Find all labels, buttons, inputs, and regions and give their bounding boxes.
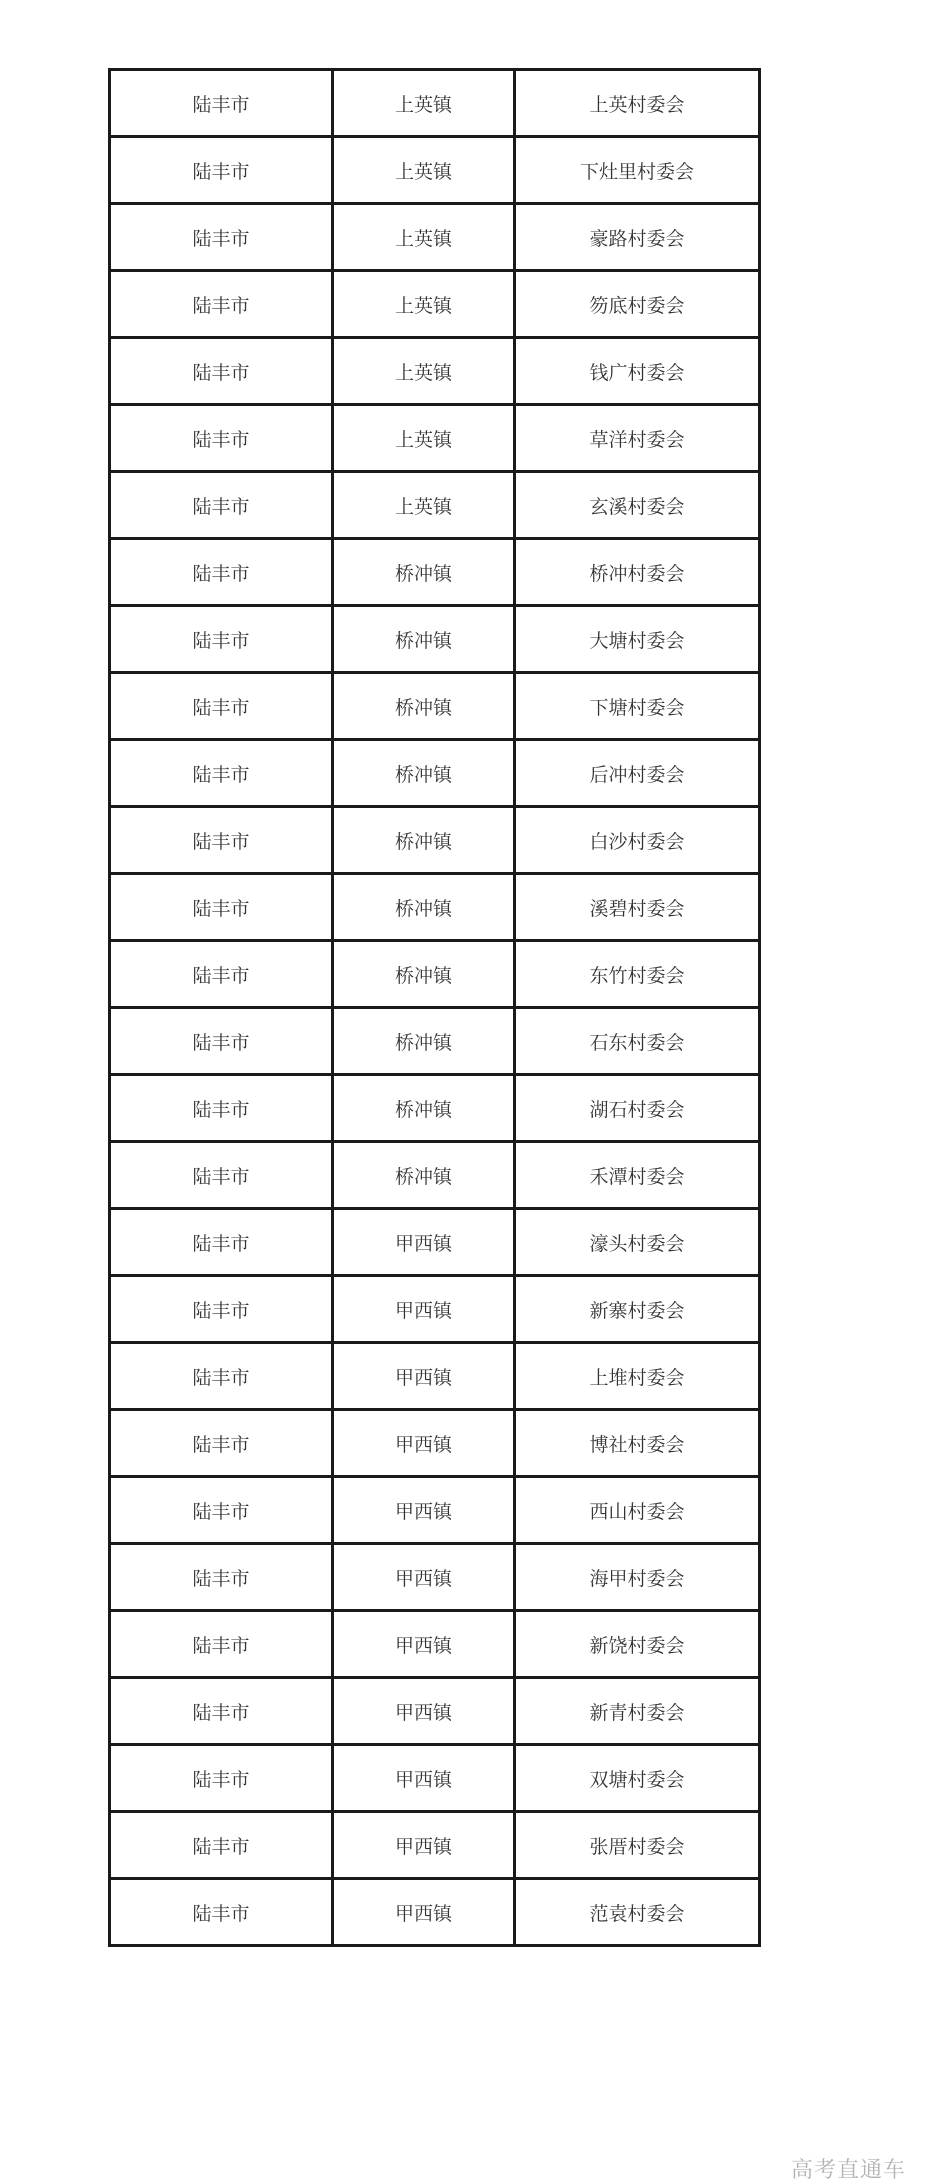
village-cell: 下灶里村委会: [515, 137, 760, 204]
city-cell: 陆丰市: [110, 70, 333, 137]
town-cell: 上英镇: [333, 137, 515, 204]
town-cell: 甲西镇: [333, 1343, 515, 1410]
table-row: [110, 1812, 760, 1879]
city-cell: 陆丰市: [110, 874, 333, 941]
village-cell: 上英村委会: [515, 70, 760, 137]
city-cell: 陆丰市: [110, 1678, 333, 1745]
city-cell: 陆丰市: [110, 1075, 333, 1142]
city-cell: 陆丰市: [110, 204, 333, 271]
village-cell: 白沙村委会: [515, 807, 760, 874]
town-cell: 桥冲镇: [333, 807, 515, 874]
town-cell: 桥冲镇: [333, 740, 515, 807]
town-cell: 桥冲镇: [333, 1008, 515, 1075]
village-table: [108, 68, 761, 1947]
village-cell: 湖石村委会: [515, 1075, 760, 1142]
town-cell: 甲西镇: [333, 1410, 515, 1477]
table-row: [110, 807, 760, 874]
village-cell: 石东村委会: [515, 1008, 760, 1075]
town-cell: 上英镇: [333, 405, 515, 472]
town-cell: 桥冲镇: [333, 1075, 515, 1142]
village-cell: 新寨村委会: [515, 1276, 760, 1343]
table-row: [110, 874, 760, 941]
table-row: [110, 204, 760, 271]
table-row: [110, 1276, 760, 1343]
table-row: [110, 137, 760, 204]
town-cell: 上英镇: [333, 204, 515, 271]
table-row: [110, 606, 760, 673]
city-cell: 陆丰市: [110, 1008, 333, 1075]
city-cell: 陆丰市: [110, 1745, 333, 1812]
village-table-container: [108, 68, 761, 1947]
village-cell: 溪碧村委会: [515, 874, 760, 941]
city-cell: 陆丰市: [110, 1879, 333, 1946]
village-cell: 濠头村委会: [515, 1209, 760, 1276]
town-cell: 上英镇: [333, 271, 515, 338]
table-row: [110, 1343, 760, 1410]
village-cell: 新青村委会: [515, 1678, 760, 1745]
village-cell: 西山村委会: [515, 1477, 760, 1544]
village-cell: 东竹村委会: [515, 941, 760, 1008]
table-row: [110, 472, 760, 539]
town-cell: 甲西镇: [333, 1812, 515, 1879]
village-cell: 下塘村委会: [515, 673, 760, 740]
table-row: [110, 405, 760, 472]
city-cell: 陆丰市: [110, 1142, 333, 1209]
village-cell: 博社村委会: [515, 1410, 760, 1477]
table-row: [110, 1209, 760, 1276]
town-cell: 桥冲镇: [333, 1142, 515, 1209]
village-cell: 豪路村委会: [515, 204, 760, 271]
table-row: [110, 271, 760, 338]
village-cell: 范袁村委会: [515, 1879, 760, 1946]
town-cell: 甲西镇: [333, 1879, 515, 1946]
city-cell: 陆丰市: [110, 1544, 333, 1611]
city-cell: 陆丰市: [110, 740, 333, 807]
town-cell: 上英镇: [333, 338, 515, 405]
city-cell: 陆丰市: [110, 405, 333, 472]
table-row: [110, 1544, 760, 1611]
table-row: [110, 1611, 760, 1678]
table-row: [110, 1410, 760, 1477]
city-cell: 陆丰市: [110, 1410, 333, 1477]
table-row: [110, 1075, 760, 1142]
village-cell: 大塘村委会: [515, 606, 760, 673]
village-cell: 桥冲村委会: [515, 539, 760, 606]
table-row: [110, 338, 760, 405]
city-cell: 陆丰市: [110, 1477, 333, 1544]
village-cell: 上堆村委会: [515, 1343, 760, 1410]
city-cell: 陆丰市: [110, 1209, 333, 1276]
village-table-body: [110, 70, 760, 1946]
village-cell: 禾潭村委会: [515, 1142, 760, 1209]
town-cell: 甲西镇: [333, 1477, 515, 1544]
village-cell: 草洋村委会: [515, 405, 760, 472]
village-cell: 海甲村委会: [515, 1544, 760, 1611]
city-cell: 陆丰市: [110, 1611, 333, 1678]
town-cell: 桥冲镇: [333, 539, 515, 606]
city-cell: 陆丰市: [110, 539, 333, 606]
city-cell: 陆丰市: [110, 807, 333, 874]
town-cell: 桥冲镇: [333, 941, 515, 1008]
village-cell: 张厝村委会: [515, 1812, 760, 1879]
table-row: [110, 1678, 760, 1745]
table-row: [110, 1745, 760, 1812]
table-row: [110, 673, 760, 740]
table-row: [110, 1879, 760, 1946]
city-cell: 陆丰市: [110, 941, 333, 1008]
city-cell: 陆丰市: [110, 137, 333, 204]
city-cell: 陆丰市: [110, 472, 333, 539]
city-cell: 陆丰市: [110, 1343, 333, 1410]
town-cell: 甲西镇: [333, 1209, 515, 1276]
table-row: [110, 1008, 760, 1075]
city-cell: 陆丰市: [110, 673, 333, 740]
table-row: [110, 941, 760, 1008]
village-cell: 玄溪村委会: [515, 472, 760, 539]
town-cell: 甲西镇: [333, 1276, 515, 1343]
village-cell: 双塘村委会: [515, 1745, 760, 1812]
village-cell: 后冲村委会: [515, 740, 760, 807]
town-cell: 上英镇: [333, 70, 515, 137]
city-cell: 陆丰市: [110, 1812, 333, 1879]
city-cell: 陆丰市: [110, 338, 333, 405]
town-cell: 桥冲镇: [333, 673, 515, 740]
city-cell: 陆丰市: [110, 606, 333, 673]
town-cell: 甲西镇: [333, 1678, 515, 1745]
town-cell: 甲西镇: [333, 1544, 515, 1611]
town-cell: 上英镇: [333, 472, 515, 539]
city-cell: 陆丰市: [110, 1276, 333, 1343]
town-cell: 甲西镇: [333, 1745, 515, 1812]
city-cell: 陆丰市: [110, 271, 333, 338]
village-cell: 笏底村委会: [515, 271, 760, 338]
table-row: [110, 70, 760, 137]
town-cell: 桥冲镇: [333, 874, 515, 941]
table-row: [110, 539, 760, 606]
village-cell: 新饶村委会: [515, 1611, 760, 1678]
table-row: [110, 1477, 760, 1544]
town-cell: 甲西镇: [333, 1611, 515, 1678]
watermark-text: 高考直通车: [790, 2158, 906, 2183]
table-row: [110, 1142, 760, 1209]
village-cell: 钱广村委会: [515, 338, 760, 405]
table-row: [110, 740, 760, 807]
town-cell: 桥冲镇: [333, 606, 515, 673]
